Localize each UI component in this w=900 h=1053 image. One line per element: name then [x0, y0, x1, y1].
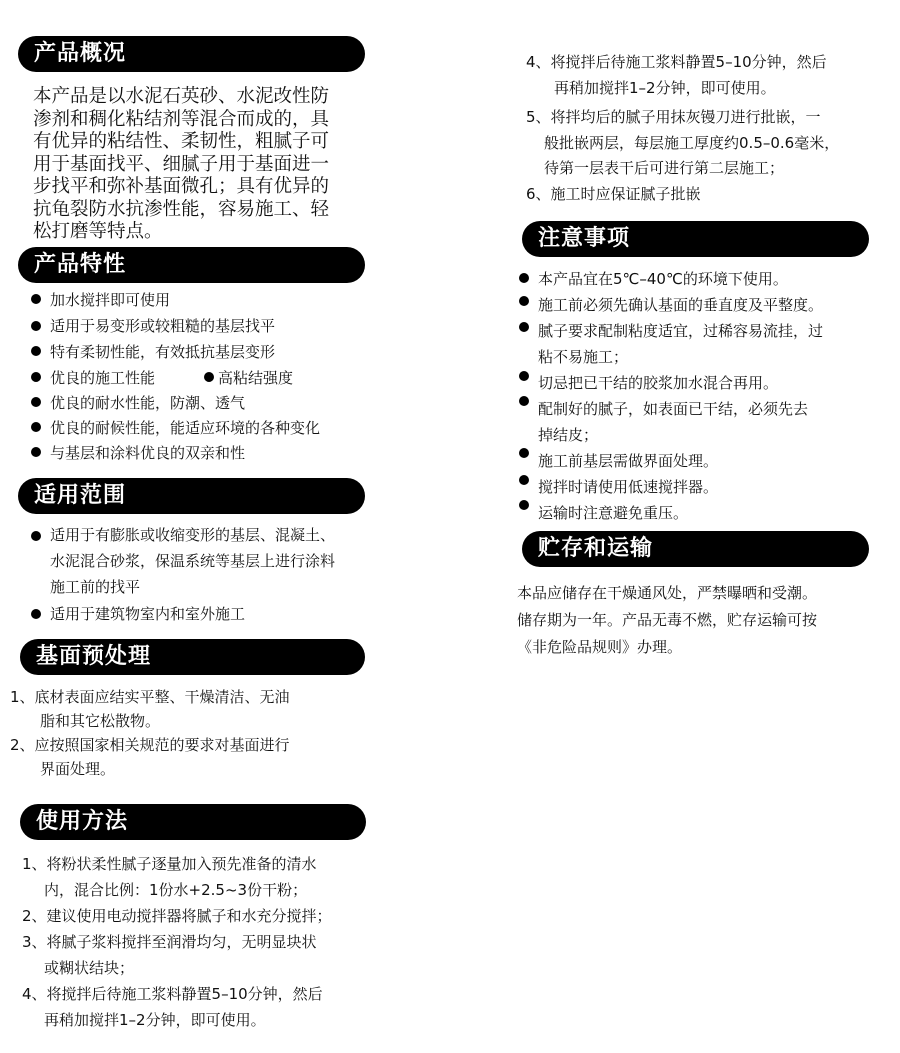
overview-line: 用于基面找平、细腻子用于基面进一: [33, 153, 330, 175]
storage-line: 《非危险品规则》办理。: [517, 638, 683, 656]
feature-item: 加水搅拌即可使用: [50, 291, 171, 309]
section-header-features: 产品特性: [18, 247, 365, 283]
bullet-icon: [519, 500, 529, 510]
overview-line: 松打磨等特点。: [33, 221, 163, 242]
note-item: 腻子要求配制粘度适宜，过稀容易流挂，过: [538, 322, 824, 340]
feature-item: 适用于易变形或较粗糙的基层找平: [50, 317, 276, 335]
storage-line: 储存期为一年。产品无毒不燃，贮存运输可按: [517, 611, 818, 629]
bullet-icon: [31, 531, 41, 541]
feature-item: 优良的耐候性能，能适应环境的各种变化: [50, 419, 321, 437]
pretreatment-item: 1、底材表面应结实平整、干燥清洁、无油: [10, 688, 290, 706]
section-header-pretreatment: 基面预处理: [20, 639, 365, 675]
usage-item: 2、建议使用电动搅拌器将腻子和水充分搅拌；: [22, 907, 332, 925]
feature-item: 高粘结强度: [218, 369, 294, 387]
bullet-icon: [31, 447, 41, 457]
bullet-icon: [31, 372, 41, 382]
bullet-icon: [519, 322, 529, 332]
usage-item: 4、将搅拌后待施工浆料静置5–10分钟，然后: [526, 53, 827, 71]
section-header-usage: 使用方法: [20, 804, 366, 840]
usage-list: 1、将粉状柔性腻子逐量加入预先准备的清水 内，混合比例：1份水+2.5~3份干粉； 2、建议使用电动搅拌器将腻子和水充分搅拌； 3、将腻子浆料搅拌至润滑均匀，无明显块状 或糊状结块； 4、将搅拌后待施工浆料静置5–10分钟，然后 再稍加搅拌1–2分钟，即可使用。: [22, 851, 332, 1033]
usage-item: 3、将腻子浆料搅拌至润滑均匀，无明显块状: [22, 933, 317, 951]
section-header-scope: 适用范围: [18, 478, 365, 514]
note-item: 配制好的腻子，如表面已干结，必须先去: [538, 400, 809, 418]
note-item: 搅拌时请使用低速搅拌器。: [538, 478, 719, 496]
usage-item: 4、将搅拌后待施工浆料静置5–10分钟，然后: [22, 985, 323, 1003]
overview-line: 本产品是以水泥石英砂、水泥改性防: [33, 86, 330, 107]
bullet-icon: [31, 397, 41, 407]
bullet-icon: [31, 346, 41, 356]
bullet-icon: [31, 294, 41, 304]
bullet-icon: [519, 296, 529, 306]
bullet-icon: [31, 321, 41, 331]
bullet-icon: [519, 448, 529, 458]
note-item: 施工前必须先确认基面的垂直度及平整度。: [538, 296, 824, 314]
section-header-overview: 产品概况: [18, 36, 365, 72]
pretreatment-item: 2、应按照国家相关规范的要求对基面进行: [10, 736, 290, 754]
feature-item: 优良的施工性能: [50, 369, 156, 387]
bullet-icon: [519, 396, 529, 406]
bullet-icon: [519, 273, 529, 283]
usage-list-continued: 4、将搅拌后待施工浆料静置5–10分钟，然后 再稍加搅拌1–2分钟，即可使用。 5、将拌均后的腻子用抹灰镘刀进行批嵌，一 般批嵌两层，每层施工厚度约0.5–0.6毫米， 待第一层表干后可进行第二层施工； 6、施工时应保证腻子批嵌: [526, 50, 839, 207]
bullet-icon: [519, 371, 529, 381]
note-item: 切忌把已干结的胶浆加水混合再用。: [538, 374, 779, 392]
bullet-icon: [31, 422, 41, 432]
bullet-icon: [31, 609, 41, 619]
usage-item: 6、施工时应保证腻子批嵌: [526, 184, 701, 203]
feature-item: 与基层和涂料优良的双亲和性: [50, 444, 246, 462]
section-header-storage: 贮存和运输: [522, 531, 869, 567]
storage-paragraph: [517, 580, 817, 661]
feature-item: 优良的耐水性能，防潮、透气: [50, 394, 246, 412]
pretreatment-list: 1、底材表面应结实平整、干燥清洁、无油 脂和其它松散物。 2、应按照国家相关规范的要求对基面进行 界面处理。: [10, 685, 290, 781]
overview-line: 步找平和弥补基面微孔；具有优异的: [33, 176, 330, 197]
overview-line: 有优异的粘结性、柔韧性，粗腻子可: [33, 131, 330, 152]
usage-item: 1、将粉状柔性腻子逐量加入预先准备的清水: [22, 855, 317, 873]
scope-item: 适用于建筑物室内和室外施工: [50, 605, 246, 623]
overview-paragraph: [33, 86, 329, 244]
usage-item: 5、将拌均后的腻子用抹灰镘刀进行批嵌，一: [526, 108, 821, 126]
overview-line: 渗剂和稠化粘结剂等混合而成的，具: [33, 108, 330, 130]
scope-item: 适用于有膨胀或收缩变形的基层、混凝土、 水泥混合砂浆，保温系统等基层上进行涂料 施工前的找平: [50, 526, 336, 596]
feature-item: 特有柔韧性能，有效抵抗基层变形: [50, 343, 276, 361]
overview-line: 抗龟裂防水抗渗性能，容易施工、轻: [33, 198, 330, 220]
note-item: 施工前基层需做界面处理。: [538, 452, 719, 470]
section-header-notes: 注意事项: [522, 221, 869, 257]
note-item: 本产品宜在5℃–40℃的环境下使用。: [538, 270, 788, 288]
notes-text: 本产品宜在5℃–40℃的环境下使用。 施工前必须先确认基面的垂直度及平整度。 腻子要求配制粘度适宜，过稀容易流挂，过 粘不易施工； 切忌把已干结的胶浆加水混合再用。 配制好的腻子，如表面已干结，必须先去 掉结皮； 施工前基层需做界面处理。 搅拌时请使用低速搅拌器。 运输时注意避免重压。: [538, 266, 823, 526]
bullet-icon: [519, 475, 529, 485]
storage-line: 本品应储存在干燥通风处，严禁曝晒和受潮。: [517, 584, 818, 602]
bullet-icon: [204, 372, 214, 382]
note-item: 运输时注意避免重压。: [538, 504, 689, 522]
